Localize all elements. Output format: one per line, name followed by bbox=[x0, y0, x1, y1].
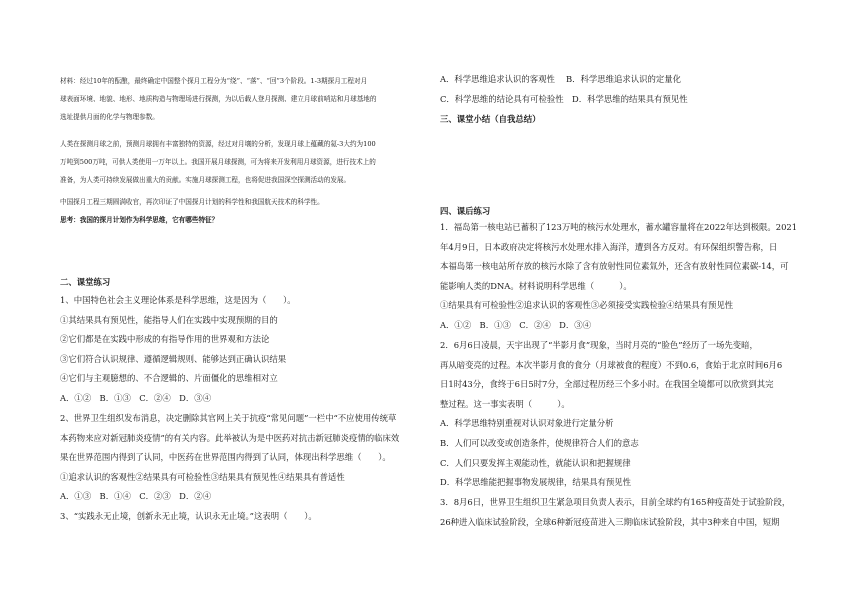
practice-3 bbox=[440, 493, 808, 532]
material-line: 选址提供月面的化学与物理参数。 bbox=[60, 113, 159, 122]
practice-2 bbox=[440, 336, 808, 493]
question-stem: 3．8月6日，世界卫生组织卫生紧急项目负责人表示，目前全球约有165种疫苗处于试验阶段， bbox=[440, 497, 791, 507]
option-line: B．人们可以改变或创造条件，使规律符合人们的意志 bbox=[440, 437, 639, 448]
answer-choices: A．①② B．①③ C．②④ D．③④ bbox=[440, 319, 591, 330]
answer-choices: A．①③ B．①④ C．②③ D．②④ bbox=[60, 491, 211, 502]
question-stem: 整过程。这一事实表明（ ）。 bbox=[440, 398, 570, 409]
summary-paragraph bbox=[60, 197, 428, 207]
section-title: 三、课堂小结（自我总结） bbox=[440, 114, 541, 124]
summary-line: 中国探月工程三期圆满收官，再次印证了中国探月计划的科学性和我国航天技术的科学性。 bbox=[60, 198, 324, 206]
option-line: ③它们符合认识规律、遵循逻辑规则、能够达到正确认识结果 bbox=[60, 353, 287, 364]
resource-line: 准备，为人类可持续发展做出重大的贡献。实施月球探测工程，也将促进我国深空探测活动的发展。 bbox=[60, 176, 351, 185]
question-stem: 2、世界卫生组织发布消息，决定删除其官网上关于抗疫“常见问题”一栏中“不应使用传统草 bbox=[60, 413, 397, 423]
question-stem: 能影响人类的DNA。材料说明科学思维（ ）。 bbox=[440, 280, 632, 291]
section-3 bbox=[440, 113, 808, 125]
option-line: D．科学思维能把握事物发展规律，结果具有预见性 bbox=[440, 477, 631, 488]
question-1 bbox=[60, 291, 428, 409]
question-text: 思考：我国的探月计划作为科学思维，它有哪些特征？ bbox=[60, 216, 219, 224]
answer-choices: A．①② B．①③ C．②④ D．③④ bbox=[60, 392, 211, 403]
question-3-options bbox=[440, 70, 808, 109]
section-4 bbox=[440, 205, 808, 217]
option-line: A．科学思维追求认识的客观性 B．科学思维追求认识的定量化 bbox=[440, 74, 681, 84]
question-stem: 年4月9日，日本政府决定将核污水处理水排入海洋，遭到各方反对。有环保组织警告称，日 bbox=[440, 241, 778, 252]
question-stem: 本福岛第一核电站所存放的核污水除了含有放射性同位素氚外，还含有放射性同位素碳-14，可 bbox=[440, 261, 789, 272]
material-line: 球表面环境、地貌、地形、地质构造与物理场进行探测，为以后载人登月探测、建立月球前哨站和月球基地的 bbox=[60, 95, 377, 104]
question-3-stem: 3、“实践永无止境，创新永无止境，认识永无止境。”这表明（ ）。 bbox=[60, 510, 317, 521]
question-stem: 本药物来应对新冠肺炎疫情”的有关内容。此举被认为是中医药对抗击新冠肺炎疫情的临床效 bbox=[60, 432, 400, 443]
option-line: A．科学思维特别重视对认识对象进行定量分析 bbox=[440, 418, 614, 429]
option-line: ①其结果具有预见性，能指导人们在实践中实现预期的目的 bbox=[60, 314, 278, 325]
resource-line: 人类在探测月球之前，预测月球拥有丰富独特的资源，经过对月壤的分析，发现月球上蕴藏的氦-3大约为100 bbox=[60, 140, 376, 148]
question-stem: 果在世界范围内得到了认同，中医药在世界范围内得到了认同，体现出科学思维（ ）。 bbox=[60, 452, 391, 463]
section-title: 四、课后练习 bbox=[440, 206, 491, 216]
question-stem: 26种进入临床试验阶段，全球6种新冠疫苗进入三期临床试验阶段，其中3种来自中国，短期 bbox=[440, 516, 780, 527]
resource-line: 万吨到500万吨，可供人类使用一万年以上。我国开展月球探测，可为将来开发利用月球资源，进行技术上的 bbox=[60, 158, 376, 167]
option-line: ①追求认识的客观性②结果具有可检验性③结果具有预见性④结果具有普适性 bbox=[60, 471, 345, 482]
resource-paragraph bbox=[60, 139, 428, 186]
option-line: ④它们与主观臆想的、不合逻辑的、片面僵化的思维相对立 bbox=[60, 373, 278, 384]
option-line: ①结果具有可检验性②追求认识的客观性③必须接受实践检验④结果具有预见性 bbox=[440, 300, 734, 311]
material-paragraph bbox=[60, 76, 428, 123]
option-line: C．科学思维的结论具有可检验性 D．科学思维的结果具有预见性 bbox=[440, 93, 688, 104]
section-2 bbox=[60, 276, 428, 288]
practice-1 bbox=[440, 218, 808, 336]
thinking-question bbox=[60, 215, 428, 225]
material-line: 材料：经过10年的酝酿，最终确定中国整个探月工程分为“绕”、“落”、“回”3个阶段。1-3期探月工程对月 bbox=[60, 77, 368, 85]
option-line: ②它们都是在实践中形成的有指导作用的世界观和方法论 bbox=[60, 334, 270, 345]
question-2 bbox=[60, 409, 428, 527]
question-stem: 2．6月6日凌晨，天宇出现了“半影月食”现象，当时月亮的“脸色”经历了一场先变暗， bbox=[440, 340, 758, 350]
section-title: 二、课堂练习 bbox=[60, 277, 111, 287]
question-stem: 再从暗变亮的过程。本次半影月食的食分（月球被食的程度）不到0.6，食始于北京时间6月6 bbox=[440, 359, 783, 370]
option-line: C．人们只要发挥主观能动性，就能认识和把握规律 bbox=[440, 457, 631, 468]
question-stem: 日1时43分，食终于6日5时7分，全部过程历经三个多小时。在我国全境都可以欣赏到其完 bbox=[440, 379, 774, 390]
question-stem: 1、中国特色社会主义理论体系是科学思维，这是因为（ ）。 bbox=[60, 295, 296, 305]
question-stem: 1．福岛第一核电站已蓄积了123万吨的核污水处理水，蓄水罐容量将在2022年达到极限。2021 bbox=[440, 222, 798, 232]
